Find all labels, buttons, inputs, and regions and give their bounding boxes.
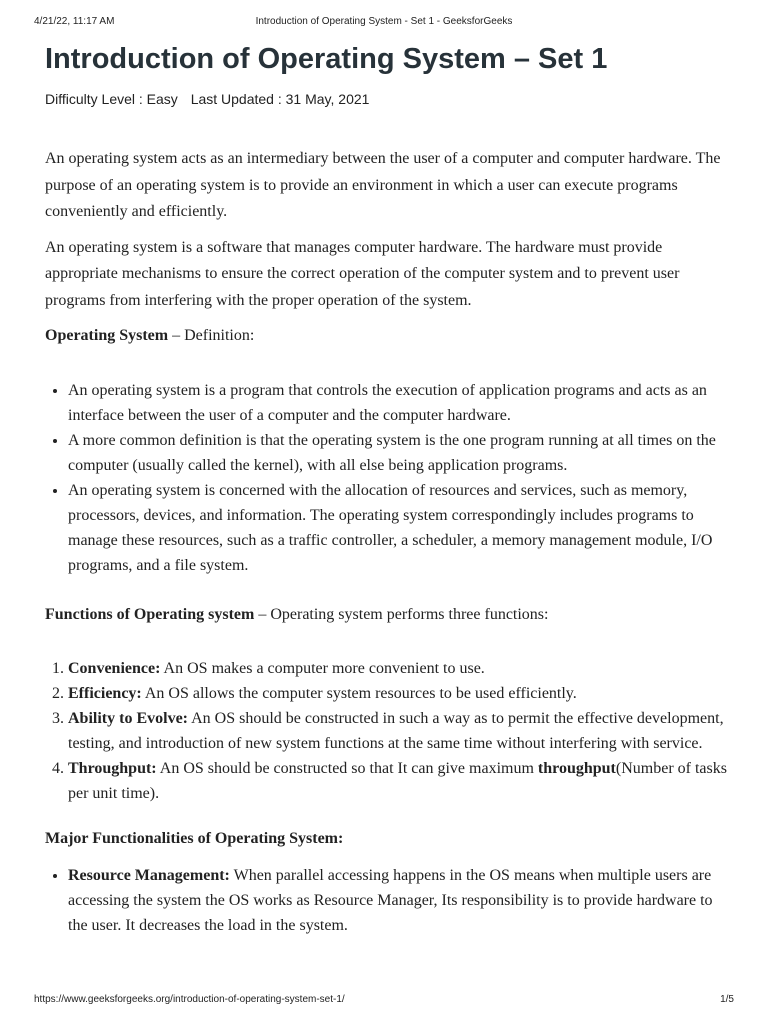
list-item <box>68 863 735 938</box>
definition-heading <box>45 323 735 350</box>
list-item <box>68 756 735 806</box>
last-updated: Last Updated : 31 May, 2021 <box>190 91 370 107</box>
major-functionalities-list <box>45 863 735 938</box>
difficulty-level: Difficulty Level : Easy <box>45 91 178 107</box>
function-text: An OS should be constructed in such a way as to permit the effective development, testing, and introduction of new system functions at the same time without interfering with service. <box>68 710 724 752</box>
function-text: An OS allows the computer system resources to be used efficiently. <box>141 685 577 702</box>
major-heading-bold: Major Functionalities of Operating System: <box>45 830 344 847</box>
print-page-title: Introduction of Operating System - Set 1 - GeeksforGeeks <box>255 16 513 27</box>
function-text: (Number of tasks per unit time). <box>68 760 727 802</box>
functions-heading-rest: – Operating system performs three functions: <box>254 605 549 623</box>
list-item <box>68 706 735 756</box>
functions-heading-bold: Functions of Operating system <box>45 605 255 623</box>
function-term: Efficiency: <box>68 685 142 702</box>
major-functionalities-heading <box>45 826 735 853</box>
list-item: • An operating system is concerned with the allocation of resources and services, such as memory, processors, devices, and information. The operating system correspondingly includes programs to manage these resources, such as a traffic controller, a scheduler, a memory management module, I/O programs, and a file system. <box>68 478 735 578</box>
list-item: • A more common definition is that the operating system is the one program running at all times on the computer (usually called the kernel), with all else being application programs. <box>68 428 735 478</box>
print-footer <box>34 994 734 1008</box>
function-text: An OS should be constructed so that It can give maximum <box>156 760 538 777</box>
print-timestamp: 4/21/22, 11:17 AM <box>34 16 115 27</box>
intro-paragraph: An operating system acts as an intermediary between the user of a computer and computer hardware. The purpose of an operating system is to provide an environment in which a user can execute programs conveniently and efficiently. <box>45 150 721 220</box>
definition-heading-bold: Operating System <box>45 327 169 344</box>
print-header <box>34 16 734 30</box>
list-item: • An operating system is a program that controls the execution of application programs and acts as an interface between the user of a computer and the computer hardware. <box>68 378 735 428</box>
definition-list <box>45 378 735 578</box>
article-title: Introduction of Operating System – Set 1 <box>45 43 608 75</box>
function-term: Convenience: <box>68 660 161 677</box>
function-term: Ability to Evolve: <box>68 710 188 727</box>
article-meta <box>45 90 735 108</box>
functions-heading <box>45 602 735 629</box>
article <box>45 40 735 938</box>
intro-paragraph: An operating system is a software that manages computer hardware. The hardware must provide appropriate mechanisms to ensure the correct operation of the computer system and to prevent user programs from interfering with the proper operation of the system. <box>45 238 680 309</box>
function-term: Throughput: <box>68 760 157 777</box>
function-text: An OS makes a computer more convenient to use. <box>160 660 485 677</box>
major-term: Resource Management: <box>68 866 230 884</box>
page-url: https://www.geeksforgeeks.org/introduction-of-operating-system-set-1/ <box>34 994 345 1005</box>
definition-heading-rest: – Definition: <box>168 327 255 344</box>
functions-list <box>45 656 735 806</box>
major-text: When parallel accessing happens in the OS means when multiple users are accessing the system the OS works as Resource Manager, Its responsibility is to provide hardware to the user. It decreases the load in the system. <box>68 866 713 934</box>
page-number: 1/5 <box>720 994 734 1005</box>
list-item <box>68 656 735 681</box>
list-item <box>68 681 735 706</box>
function-bold-inline: throughput <box>537 760 616 777</box>
